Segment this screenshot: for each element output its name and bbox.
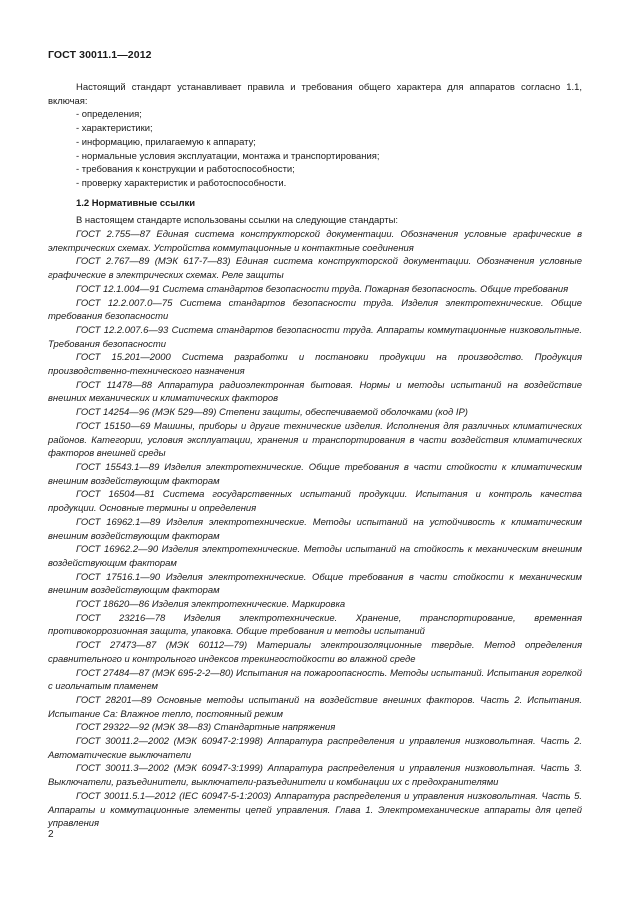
reference-item: ГОСТ 27473—87 (МЭК 60112—79) Материалы электроизоляционные твердые. Метод определения сравнительного и контрольного индексов трекингостойкости во влажной среде xyxy=(48,640,582,665)
reference-item: ГОСТ 29322—92 (МЭК 38—83) Стандартные напряжения xyxy=(76,722,336,734)
reference-item: ГОСТ 18620—86 Изделия электротехнические. Маркировка xyxy=(76,599,346,611)
references-list xyxy=(48,228,582,831)
reference-item: ГОСТ 15543.1—89 Изделия электротехнические. Общие требования в части стойкости к климатическим внешним воздействующим факторам xyxy=(48,461,582,487)
intro-paragraph: Настоящий стандарт устанавливает правила и требования общего характера для аппаратов согласно 1.1, включая: xyxy=(48,82,582,107)
list-item: - нормальные условия эксплуатации, монтажа и транспортирования; xyxy=(76,150,380,162)
reference-item: ГОСТ 12.2.007.6—93 Система стандартов безопасности труда. Аппараты коммутационные низковольтные. Требования безопасности xyxy=(48,324,582,350)
list-item: - информацию, прилагаемую к аппарату; xyxy=(76,136,256,148)
list-item: - проверку характеристик и работоспособности. xyxy=(76,177,287,189)
reference-item: ГОСТ 15.201—2000 Система разработки и постановки продукции на производство. Продукция производственно-технического назначения xyxy=(48,352,582,378)
reference-item: ГОСТ 27484—87 (МЭК 695-2-2—80) Испытания на пожароопасность. Методы испытаний. Испытания горелкой с игольчатым пламенем xyxy=(48,667,582,693)
reference-item: ГОСТ 11478—88 Аппаратура радиоэлектронная бытовая. Нормы и методы испытаний на воздействие внешних механических и климатических факторов xyxy=(48,379,582,405)
reference-item: ГОСТ 16504—81 Система государственных испытаний продукции. Испытания и контроль качества продукции. Основные термины и определения xyxy=(48,489,582,515)
reference-item: ГОСТ 16962.2—90 Изделия электротехнические. Методы испытаний на стойкость к механическим внешним воздействующим факторам xyxy=(48,544,582,569)
reference-item: ГОСТ 2.767—89 (МЭК 617-7—83) Единая система конструкторской документации. Обозначения условные графические в электрических схемах. Реле защиты xyxy=(48,256,582,282)
list-item: - характеристики; xyxy=(76,123,153,135)
list-item: - требования к конструкции и работоспособности; xyxy=(76,164,295,176)
intro-list xyxy=(48,108,582,190)
reference-item: ГОСТ 16962.1—89 Изделия электротехнические. Методы испытаний на устойчивость к климатическим внешним воздействующим факторам xyxy=(48,516,582,542)
document-body xyxy=(48,81,582,831)
reference-item: ГОСТ 12.2.007.0—75 Система стандартов безопасности труда. Изделия электротехнические. Общие требования безопасности xyxy=(48,297,582,323)
document-header: ГОСТ 30011.1—2012 xyxy=(48,49,152,61)
page-number: 2 xyxy=(48,829,54,840)
reference-item: ГОСТ 28201—89 Основные методы испытаний на воздействие внешних факторов. Часть 2. Испытания. Испытание Са: Влажное тепло, постоянный режим xyxy=(48,694,582,720)
reference-item: ГОСТ 15150—69 Машины, приборы и другие технические изделия. Исполнения для различных климатических районов. Категории, условия эксплуатации, хранения и транспортирования в части воздействия климатических факторов внешней среды xyxy=(48,420,582,460)
list-item: - определения; xyxy=(76,109,142,121)
reference-item: ГОСТ 30011.3—2002 (МЭК 60947-3:1999) Аппаратура распределения и управления низковольтная. Часть 3. Выключатели, разъединители, выключатели-разъединители и комбинации их с предохранителями xyxy=(48,763,582,789)
reference-item: ГОСТ 17516.1—90 Изделия электротехнические. Общие требования в части стойкости к механическим внешним воздействующим факторам xyxy=(48,571,582,597)
reference-item: ГОСТ 30011.2—2002 (МЭК 60947-2:1998) Аппаратура распределения и управления низковольтная. Часть 2. Автоматические выключатели xyxy=(48,736,582,761)
reference-item: ГОСТ 14254—96 (МЭК 529—89) Степени защиты, обеспечиваемой оболочками (код IP) xyxy=(76,407,468,419)
references-intro: В настоящем стандарте использованы ссылки на следующие стандарты: xyxy=(76,215,399,227)
reference-item: ГОСТ 12.1.004—91 Система стандартов безопасности труда. Пожарная безопасность. Общие требования xyxy=(76,283,569,295)
reference-item: ГОСТ 2.755—87 Единая система конструкторской документации. Обозначения условные графические в электрических схемах. Устройства коммутационные и контактные соединения xyxy=(48,229,582,254)
reference-item: ГОСТ 30011.5.1—2012 (IEC 60947-5-1:2003) Аппаратура распределения и управления низковольтная. Часть 5. Аппараты и коммутационные элементы цепей управления. Глава 1. Электромеханические аппараты для цепей управления xyxy=(48,790,582,830)
section-heading: 1.2 Нормативные ссылки xyxy=(76,197,196,209)
reference-item: ГОСТ 23216—78 Изделия электротехнические. Хранение, транспортирование, временная противокоррозионная защита, упаковка. Общие требования и методы испытаний xyxy=(48,612,582,638)
